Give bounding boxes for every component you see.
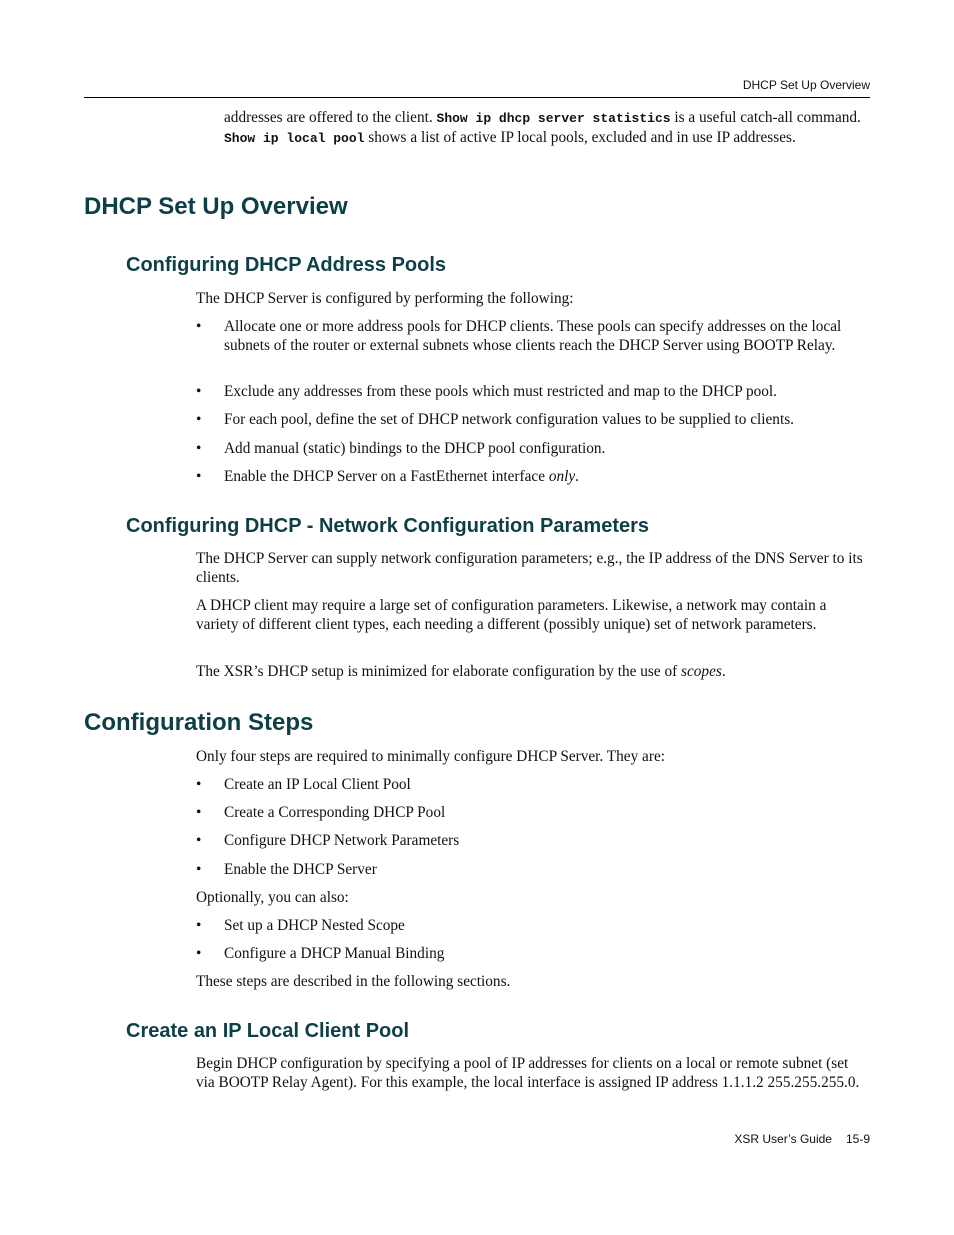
section-title-configuration-steps: Configuration Steps [84,709,314,736]
bullet: • [196,468,202,485]
header-rule [84,97,870,98]
subsection-title-network-params: Configuring DHCP - Network Configuration Parameters [126,515,650,537]
bullet: • [196,804,202,821]
optional-lead: Optionally, you can also: [196,889,349,906]
intro-paragraph [224,108,870,148]
list-item: • Enable the DHCP Server [196,861,377,878]
bullet: • [196,917,202,934]
section-title-dhcp-setup: DHCP Set Up Overview [84,193,348,220]
network-params-paragraph-3: The XSR’s DHCP setup is minimized for elaborate configuration by the use of scopes. [196,663,726,680]
list-item: • For each pool, define the set of DHCP network configuration values to be supplied to clients. [196,411,794,428]
bullet: • [196,861,202,878]
intro-text: is a useful catch-all command. [670,109,861,126]
steps-lead: Only four steps are required to minimally configure DHCP Server. They are: [196,748,665,765]
intro-text: addresses are offered to the client. [224,109,437,126]
list-item: • Exclude any addresses from these pools which must restricted and map to the DHCP pool. [196,383,777,400]
footer-guide-title: XSR User’s Guide [734,1132,832,1146]
page-footer [84,1132,870,1146]
list-item: • Create a Corresponding DHCP Pool [196,804,446,821]
command-show-dhcp-statistics: Show ip dhcp server statistics [436,111,671,126]
bullet: • [196,440,202,457]
list-item: • Configure DHCP Network Parameters [196,832,460,849]
list-item: • Configure a DHCP Manual Binding [196,945,445,962]
running-header: DHCP Set Up Overview [742,78,870,92]
list-item: • Set up a DHCP Nested Scope [196,917,405,934]
network-params-paragraph-2: A DHCP client may require a large set of configuration parameters. Likewise, a network may contain a variety of different client types, each needing a different (possibly unique) set of network parameters. [196,597,827,633]
list-item: • Allocate one or more address pools for DHCP clients. These pools can specify addresses on the local subnets of the router or external subnets whose clients reach the DHCP Server using BOOTP Relay. [196,318,842,354]
bullet: • [196,776,202,793]
bullet: • [196,318,202,335]
ip-local-pool-paragraph: Begin DHCP configuration by specifying a pool of IP addresses for clients on a local or remote subnet (set via BOOTP Relay Agent). For this example, the local interface is assigned IP address 1.1.1.2 255.255.255.0. [196,1055,860,1091]
bullet: • [196,383,202,400]
bullet: • [196,411,202,428]
emphasis-only: only [548,468,576,485]
list-item: • Add manual (static) bindings to the DHCP pool configuration. [196,440,606,457]
bullet: • [196,945,202,962]
network-params-paragraph-1: The DHCP Server can supply network configuration parameters; e.g., the IP address of the DNS Server to its clients. [196,550,863,586]
subsection-title-address-pools: Configuring DHCP Address Pools [126,254,447,276]
command-show-ip-local-pool: Show ip local pool [224,131,365,146]
list-item: • Enable the DHCP Server on a FastEthernet interface only. [196,468,579,485]
subsection-title-ip-local-pool: Create an IP Local Client Pool [126,1020,410,1042]
list-item: • Create an IP Local Client Pool [196,776,411,793]
emphasis-scopes: scopes [681,663,722,680]
page-number: 15-9 [845,1132,870,1146]
steps-closing: These steps are described in the following sections. [196,973,511,990]
intro-text: shows a list of active IP local pools, excluded and in use IP addresses. [364,129,796,146]
address-pools-lead: The DHCP Server is configured by performing the following: [196,290,574,307]
bullet: • [196,832,202,849]
